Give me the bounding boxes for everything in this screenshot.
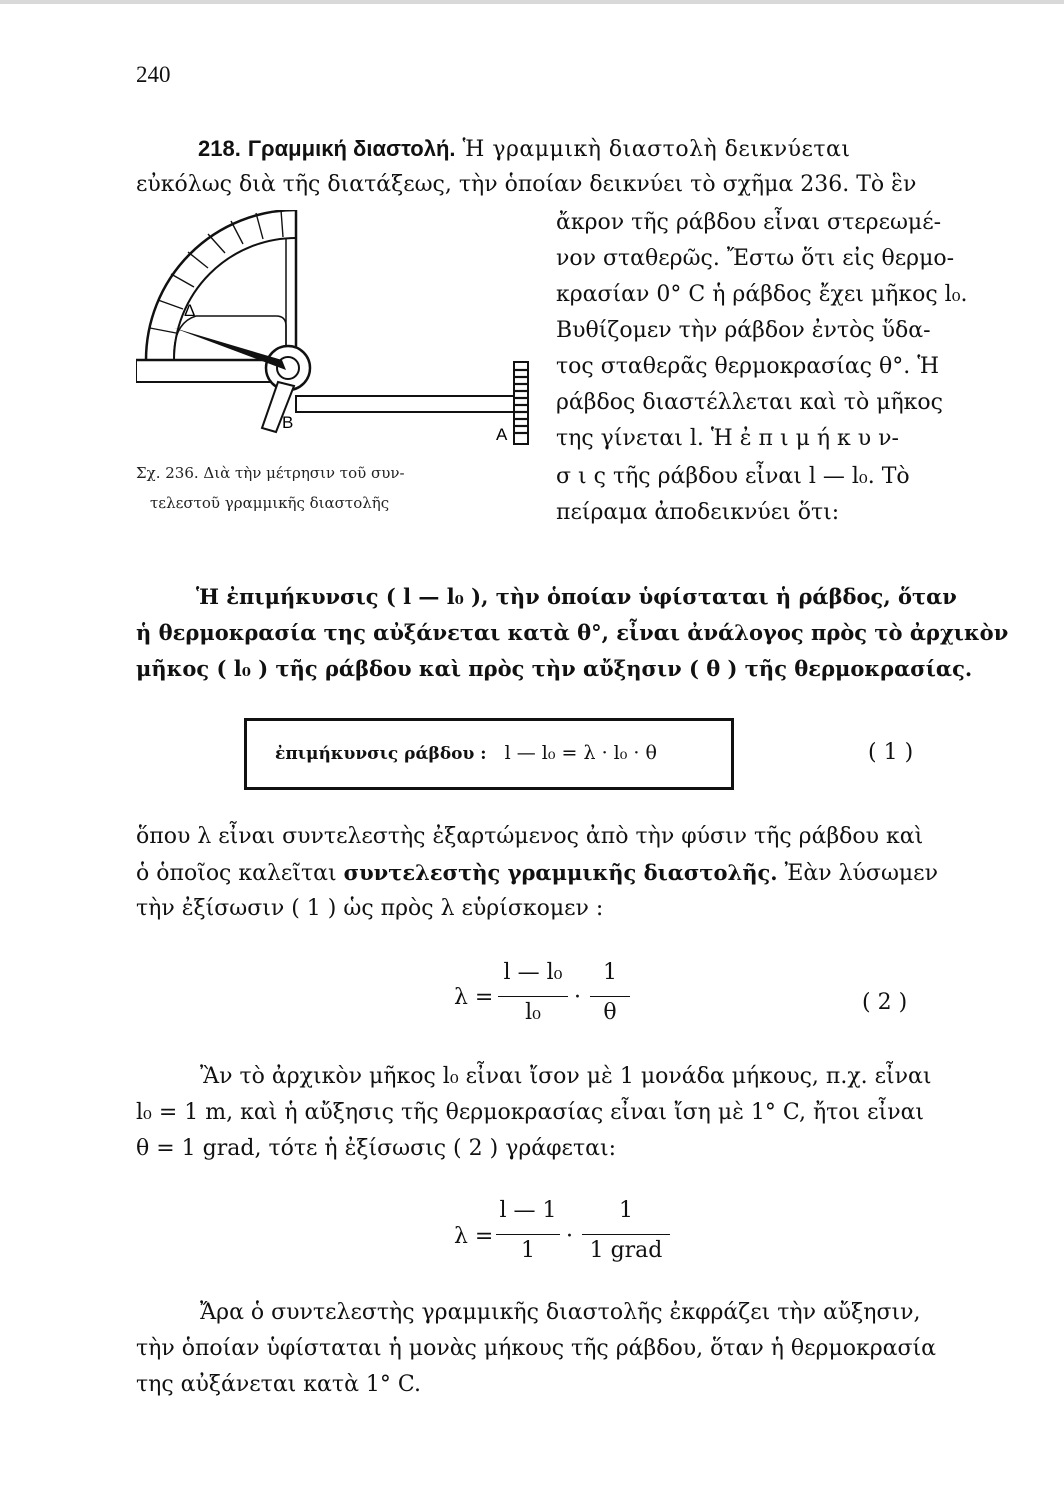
scan-border xyxy=(0,0,1064,4)
boxed-equation xyxy=(275,742,657,764)
text-line: ράβδος διαστέλλεται καὶ τὸ μῆκος xyxy=(556,390,943,415)
equation-number-1: ( 1 ) xyxy=(868,740,914,765)
figure-caption-line1: Σχ. 236. Διὰ τὴν μέτρησιν τοῦ συν- xyxy=(136,464,405,482)
section-intro: Ἡ γραμμικὴ διαστολὴ δεικνύεται xyxy=(462,137,851,162)
label-delta: Δ xyxy=(184,301,196,320)
eq3-fraction-bar2 xyxy=(582,1234,670,1235)
scale-outer-arc xyxy=(146,210,296,360)
text-line: της γίνεται l. Ἡ ἐ π ι μ ή κ υ ν- xyxy=(556,426,899,451)
text-line: ὅπου λ εἶναι συντελεστὴς ἐξαρτώμενος ἀπὸ τὴν φύσιν τῆς ράβδου καὶ xyxy=(136,824,924,849)
boxed-equation-label: ἐπιμήκυνσις ράβδου : xyxy=(275,744,487,764)
eq3-dot: · xyxy=(566,1224,573,1249)
eq2-fraction-bar2 xyxy=(590,996,630,997)
page-number: 240 xyxy=(136,62,171,87)
term-linear-expansion-coefficient: συντελεστὴς γραμμικῆς διαστολῆς. xyxy=(343,860,778,885)
eq3-denominator: 1 xyxy=(521,1238,535,1263)
text-line: l₀ = 1 m, καὶ ἡ αὔξησις τῆς θερμοκρασίας εἶναι ἴση μὲ 1° C, ἤτοι εἶναι xyxy=(136,1100,925,1125)
text-line: Ἂν τὸ ἀρχικὸν μῆκος l₀ εἶναι ἴσον μὲ 1 μονάδα μήκους, π.χ. εἶναι xyxy=(200,1064,932,1089)
law-line: μῆκος ( l₀ ) τῆς ράβδου καὶ πρὸς τὴν αὔξησιν ( θ ) τῆς θερμοκρασίας. xyxy=(136,656,973,681)
text-line: τὴν ὁποίαν ὑφίσταται ἡ μονὰς μήκους τῆς ράβδου, ὅταν ἡ θερμοκρασία xyxy=(136,1336,937,1361)
text-span: ὁ ὁποῖος καλεῖται xyxy=(136,861,344,886)
text-line: κρασίαν 0° C ἡ ράβδος ἔχει μῆκος l₀. xyxy=(556,282,968,307)
section-number: 218. xyxy=(198,136,241,161)
text-span: Ἐὰν λύσωμεν xyxy=(777,861,938,886)
eq3-numerator2: 1 xyxy=(619,1198,633,1223)
equation-number-2: ( 2 ) xyxy=(862,990,908,1015)
label-b: B xyxy=(282,413,294,432)
text-line: σ ι ς τῆς ράβδου εἶναι l — l₀. Τὸ xyxy=(556,464,910,489)
eq3-lhs: λ = xyxy=(454,1224,494,1249)
eq2-numerator2: 1 xyxy=(603,960,617,985)
eq2-denominator: l₀ xyxy=(525,1000,541,1025)
text-line: Βυθίζομεν τὴν ράβδον ἐντὸς ὕδα- xyxy=(556,318,931,343)
section-intro-line2: εὐκόλως διὰ τῆς διατάξεως, τὴν ὁποίαν δεικνύει τὸ σχῆμα 236. Τὸ ἓν xyxy=(136,172,917,197)
text-line: τος σταθερᾶς θερμοκρασίας θ°. Ἡ xyxy=(556,354,940,379)
figure-236 xyxy=(136,210,546,470)
boxed-equation-formula: l — l₀ = λ · l₀ · θ xyxy=(504,742,657,764)
text-line: νον σταθερῶς. Ἔστω ὅτι εἰς θερμο- xyxy=(556,246,955,271)
label-a: A xyxy=(496,425,508,444)
figure-caption-line2: τελεστοῦ γραμμικῆς διαστολῆς xyxy=(150,494,390,512)
clamp xyxy=(514,362,528,444)
text-line: πείραμα ἀποδεικνύει ὅτι: xyxy=(556,500,840,525)
scale-ticks xyxy=(150,210,283,333)
text-line: θ = 1 grad, τότε ἡ ἐξίσωσις ( 2 ) γράφεται: xyxy=(136,1136,617,1161)
eq2-numerator: l — l₀ xyxy=(503,960,563,985)
eq2-fraction-bar xyxy=(498,996,568,997)
text-line: τὴν ἐξίσωσιν ( 1 ) ὡς πρὸς λ εὑρίσκομεν : xyxy=(136,896,604,921)
text-line: ἄκρον τῆς ράβδου εἶναι στερεωμέ- xyxy=(556,210,942,235)
eq3-numerator: l — 1 xyxy=(499,1198,557,1223)
section-heading xyxy=(198,132,851,167)
eq2-dot: · xyxy=(574,985,581,1010)
text-line xyxy=(136,856,938,891)
law-line: ἡ θερμοκρασία της αὐξάνεται κατὰ θ°, εἶναι ἀνάλογος πρὸς τὸ ἀρχικὸν xyxy=(136,620,1009,645)
section-title: Γραμμική διαστολή. xyxy=(247,136,456,161)
rod xyxy=(296,396,516,412)
eq3-denominator2: 1 grad xyxy=(589,1238,663,1263)
eq2-denominator2: θ xyxy=(603,1000,617,1025)
text-line: Ἄρα ὁ συντελεστὴς γραμμικῆς διαστολῆς ἐκφράζει τὴν αὔξησιν, xyxy=(200,1300,921,1325)
eq3-fraction-bar xyxy=(496,1234,560,1235)
eq2-lhs: λ = xyxy=(454,985,494,1010)
text-line: της αὐξάνεται κατὰ 1° C. xyxy=(136,1372,421,1397)
law-line: Ἡ ἐπιμήκυνσις ( l — l₀ ), τὴν ὁποίαν ὑφίσταται ἡ ράβδος, ὅταν xyxy=(196,584,957,609)
